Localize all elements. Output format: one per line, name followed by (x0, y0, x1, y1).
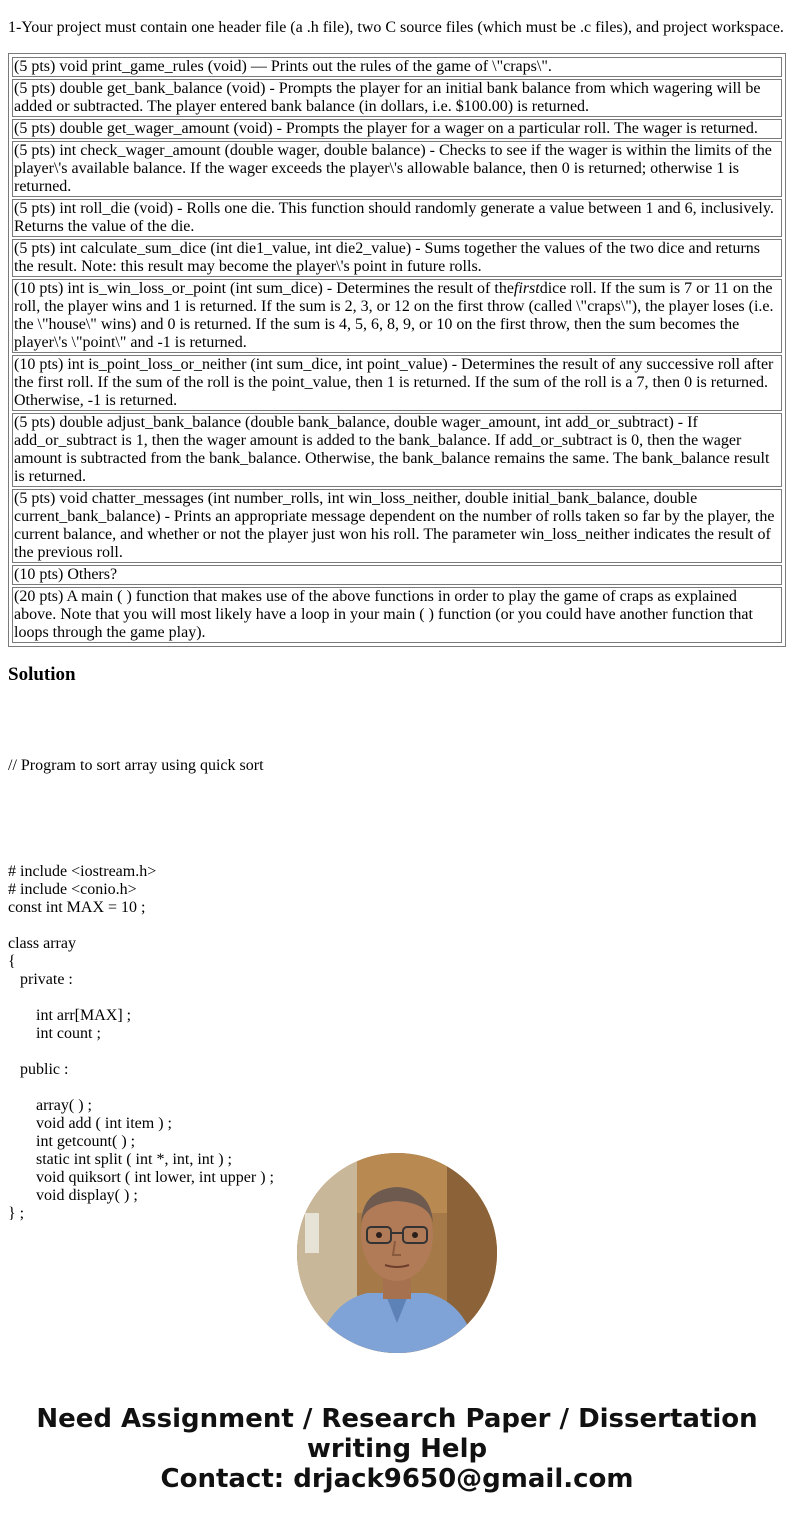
rule-cell: (5 pts) void chatter_messages (int number_rolls, int win_loss_neither, double initial_bank_balance, double current_bank_balance) - Prints an appropriate message dependent on the number of rolls taken so far by the player, the current balance, and whether or not the player just won his roll. The parameter win_loss_neither indicates the result of the previous roll. (12, 489, 782, 563)
rule-row (12, 279, 782, 353)
banner-contact: Contact: drjack9650@gmail.com (160, 1464, 634, 1494)
rule-row (12, 355, 782, 411)
code-line: array( ) ; (8, 1097, 92, 1114)
rule-cell: (5 pts) double adjust_bank_balance (double bank_balance, double wager_amount, int add_or_subtract) - If add_or_subtract is 1, then the wager amount is added to the bank_balance. If add_or_subtract is 0, then the wager amount is subtracted from the bank_balance. Otherwise, the bank_balance remains the same. The bank_balance result is returned. (12, 413, 782, 487)
code-line: static int split ( int *, int, int ) ; (8, 1151, 232, 1168)
code-line: { (8, 953, 16, 970)
code-line: private : (8, 971, 73, 988)
code-line (8, 989, 274, 1007)
banner-line-1: Need Assignment / Research Paper / Dissertation (36, 1404, 758, 1434)
rule-cell: (10 pts) int is_point_loss_or_neither (int sum_dice, int point_value) - Determines the result of any successive roll after the first roll. If the sum of the roll is the point_value, then 1 is returned. If the sum of the roll is a 7, then 0 is returned. Otherwise, -1 is returned. (12, 355, 782, 411)
code-block (8, 721, 274, 1241)
rule-cell: (5 pts) int check_wager_amount (double wager, double balance) - Checks to see if the wager is within the limits of the player\'s available balance. If the wager exceeds the player\'s allowable balance, then 0 is returned; otherwise 1 is returned. (12, 141, 782, 197)
rule-text: (10 pts) int is_win_loss_or_point (int sum_dice) - Determines the result of the (14, 280, 514, 297)
rule-cell: (5 pts) int calculate_sum_dice (int die1_value, int die2_value) - Sums together the values of the two dice and returns the result. Note: this result may become the player\'s point in future rolls. (12, 239, 782, 277)
help-banner (0, 1404, 794, 1494)
rule-emphasis: first (513, 280, 540, 297)
rule-row (12, 565, 782, 585)
code-line: void display( ) ; (8, 1187, 138, 1204)
rule-row (12, 413, 782, 487)
rule-row (12, 489, 782, 563)
code-line: # include <iostream.h> (8, 863, 157, 880)
code-line: int getcount( ) ; (8, 1133, 136, 1150)
rule-text: dice roll. If the sum is 7 or 11 on the roll, the player wins and 1 is returned. If the sum is 2, 3, or 12 on the first throw (called \"craps\"), the player loses (i.e. the \"house\" wins) and 0 is returned. If the sum is 4, 5, 6, 8, 9, or 10 on the first throw, then the sum becomes the player\'s \"point\" and -1 is returned. (14, 280, 774, 351)
author-avatar (297, 1153, 497, 1353)
code-comment: // Program to sort array using quick sort (8, 757, 264, 774)
code-line (8, 917, 274, 935)
rule-row (12, 587, 782, 643)
code-line (8, 1079, 274, 1097)
solution-heading: Solution (8, 664, 76, 685)
code-line: } ; (8, 1205, 25, 1222)
code-line: int arr[MAX] ; (8, 1007, 132, 1024)
rule-row (12, 79, 782, 117)
code-line: int count ; (8, 1025, 101, 1042)
rule-cell: (5 pts) void print_game_rules (void) — Prints out the rules of the game of \"craps\". (12, 57, 782, 77)
rule-row (12, 239, 782, 277)
rules-table (8, 53, 786, 647)
code-line: class array (8, 935, 76, 952)
project-requirement: 1-Your project must contain one header file (a .h file), two C source files (which must be .c files), and project workspace. (8, 19, 784, 36)
portrait-image (297, 1153, 497, 1353)
rule-row (12, 199, 782, 237)
rule-row (12, 57, 782, 77)
rule-cell: (10 pts) Others? (12, 565, 782, 585)
code-line: void quiksort ( int lower, int upper ) ; (8, 1169, 274, 1186)
rule-cell (12, 279, 782, 353)
code-line: const int MAX = 10 ; (8, 899, 146, 916)
rule-cell: (5 pts) int roll_die (void) - Rolls one die. This function should randomly generate a value between 1 and 6, inclusively. Returns the value of the die. (12, 199, 782, 237)
code-line (8, 1043, 274, 1061)
code-line: # include <conio.h> (8, 881, 137, 898)
banner-line-2: writing Help (306, 1434, 488, 1464)
rule-row (12, 141, 782, 197)
code-line: void add ( int item ) ; (8, 1115, 172, 1132)
rule-cell: (5 pts) double get_bank_balance (void) - Prompts the player for an initial bank balance from which wagering will be added or subtracted. The player entered bank balance (in dollars, i.e. $100.00) is returned. (12, 79, 782, 117)
rule-cell: (20 pts) A main ( ) function that makes use of the above functions in order to play the game of craps as explained above. Note that you will most likely have a loop in your main ( ) function (or you could have another function that loops through the game play). (12, 587, 782, 643)
rule-row (12, 119, 782, 139)
code-line: public : (8, 1061, 69, 1078)
rule-cell: (5 pts) double get_wager_amount (void) - Prompts the player for a wager on a particular roll. The wager is returned. (12, 119, 782, 139)
